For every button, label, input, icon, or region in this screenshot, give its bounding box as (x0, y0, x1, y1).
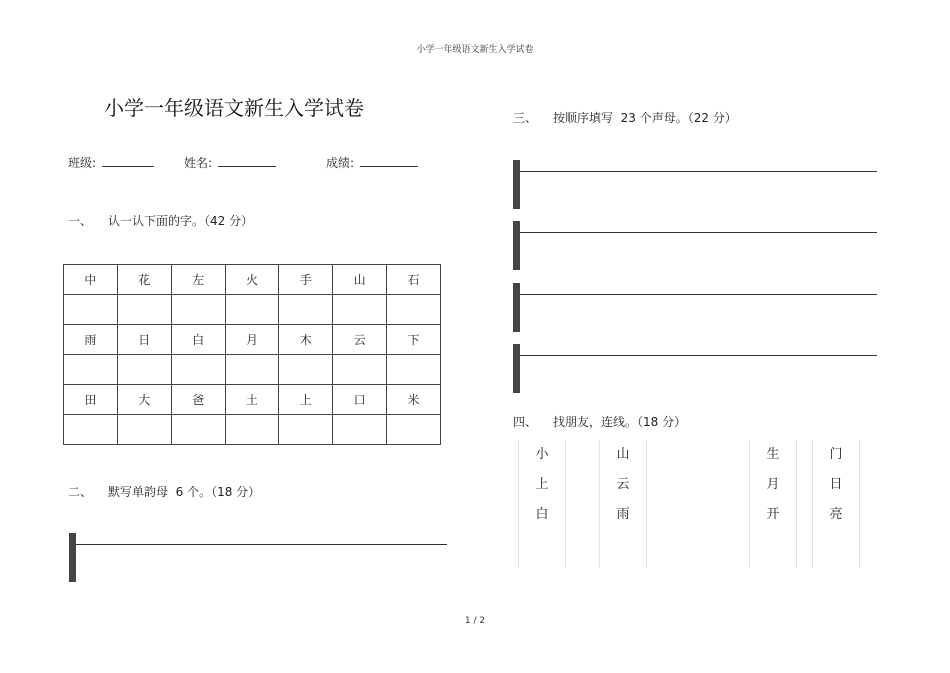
char-cell: 爸 (171, 385, 225, 415)
match-item[interactable]: 上 (535, 477, 549, 492)
answer-cell[interactable] (171, 355, 225, 385)
answer-cell[interactable] (279, 355, 333, 385)
writing-cell[interactable] (519, 316, 520, 332)
match-column-3 (749, 440, 797, 568)
name-label: 姓名: (184, 156, 213, 170)
match-item[interactable]: 月 (766, 477, 780, 492)
page-title: 小学一年级语文新生入学试卷 (104, 96, 364, 120)
char-cell: 田 (64, 385, 118, 415)
answer-cell[interactable] (64, 355, 118, 385)
answer-cell[interactable] (333, 415, 387, 445)
vowel-writing-grid (69, 533, 447, 545)
match-item[interactable]: 云 (616, 477, 630, 492)
character-table (63, 264, 441, 445)
writing-cell[interactable] (519, 177, 520, 193)
char-cell: 山 (333, 265, 387, 295)
answer-cell[interactable] (171, 295, 225, 325)
writing-cell[interactable] (75, 534, 76, 550)
answer-cell[interactable] (387, 295, 441, 325)
answer-cell[interactable] (225, 355, 279, 385)
answer-cell[interactable] (333, 295, 387, 325)
answer-cell[interactable] (333, 355, 387, 385)
consonant-grid-1 (513, 160, 877, 172)
char-row (64, 385, 441, 415)
section-3-number: 三、 (513, 111, 538, 125)
char-cell: 火 (225, 265, 279, 295)
answer-cell[interactable] (117, 415, 171, 445)
match-item[interactable]: 开 (766, 507, 780, 522)
section-4-number: 四、 (513, 415, 538, 429)
score-label: 成绩: (326, 156, 355, 170)
answer-cell[interactable] (64, 295, 118, 325)
writing-cell[interactable] (519, 222, 520, 238)
answer-cell[interactable] (117, 295, 171, 325)
writing-cell[interactable] (519, 238, 520, 254)
writing-cell[interactable] (75, 550, 76, 566)
answer-cell[interactable] (171, 415, 225, 445)
char-cell: 左 (171, 265, 225, 295)
section-1-title: 认一认下面的字。（42 分） (108, 214, 254, 228)
answer-row (64, 355, 441, 385)
char-cell: 雨 (64, 325, 118, 355)
section-1-number: 一、 (68, 214, 93, 228)
section-3-title: 按顺序填写 23 个声母。（22 分） (553, 111, 737, 125)
char-cell: 米 (387, 385, 441, 415)
answer-row (64, 415, 441, 445)
match-column-4 (812, 440, 860, 568)
writing-cell[interactable] (75, 566, 76, 582)
answer-cell[interactable] (279, 415, 333, 445)
writing-cell[interactable] (519, 377, 520, 393)
match-column-2 (599, 440, 647, 568)
char-cell: 月 (225, 325, 279, 355)
char-cell: 土 (225, 385, 279, 415)
match-item[interactable]: 日 (829, 477, 843, 492)
name-blank[interactable] (218, 154, 276, 167)
writing-cell[interactable] (519, 254, 520, 270)
writing-cell[interactable] (519, 345, 520, 361)
writing-cell[interactable] (519, 284, 520, 300)
class-label: 班级: (68, 156, 97, 170)
score-field (326, 154, 418, 171)
answer-cell[interactable] (225, 415, 279, 445)
running-header: 小学一年级语文新生入学试卷 (416, 45, 534, 55)
match-item[interactable]: 雨 (616, 507, 630, 522)
section-2-title: 默写单韵母 6 个。（18 分） (108, 485, 261, 499)
consonant-grid-3 (513, 283, 877, 295)
writing-cell[interactable] (519, 161, 520, 177)
class-blank[interactable] (102, 154, 154, 167)
char-cell: 云 (333, 325, 387, 355)
match-item[interactable]: 门 (829, 447, 843, 462)
answer-cell[interactable] (387, 355, 441, 385)
writing-cell[interactable] (519, 300, 520, 316)
section-4-title: 找朋友，连线。（18 分） (553, 415, 687, 429)
match-column-1 (518, 440, 566, 568)
match-item[interactable]: 小 (535, 447, 549, 462)
answer-cell[interactable] (279, 295, 333, 325)
char-cell: 大 (117, 385, 171, 415)
match-item[interactable]: 山 (616, 447, 630, 462)
consonant-grid-2 (513, 221, 877, 233)
answer-cell[interactable] (225, 295, 279, 325)
char-row (64, 265, 441, 295)
name-field (184, 154, 276, 171)
char-cell: 石 (387, 265, 441, 295)
writing-cell[interactable] (519, 193, 520, 209)
consonant-grid-4 (513, 344, 877, 356)
char-cell: 下 (387, 325, 441, 355)
char-cell: 日 (117, 325, 171, 355)
score-blank[interactable] (360, 154, 418, 167)
answer-cell[interactable] (117, 355, 171, 385)
char-cell: 上 (279, 385, 333, 415)
page-number: 1 / 2 (464, 616, 486, 626)
match-item[interactable]: 生 (766, 447, 780, 462)
class-field (68, 154, 154, 171)
match-item[interactable]: 白 (535, 507, 549, 522)
char-cell: 中 (64, 265, 118, 295)
writing-cell[interactable] (519, 361, 520, 377)
char-cell: 手 (279, 265, 333, 295)
char-cell: 花 (117, 265, 171, 295)
section-2-number: 二、 (68, 485, 93, 499)
match-item[interactable]: 亮 (829, 507, 843, 522)
answer-cell[interactable] (64, 415, 118, 445)
char-cell: 木 (279, 325, 333, 355)
char-cell: 白 (171, 325, 225, 355)
char-cell: 口 (333, 385, 387, 415)
answer-row (64, 295, 441, 325)
answer-cell[interactable] (387, 415, 441, 445)
char-row (64, 325, 441, 355)
